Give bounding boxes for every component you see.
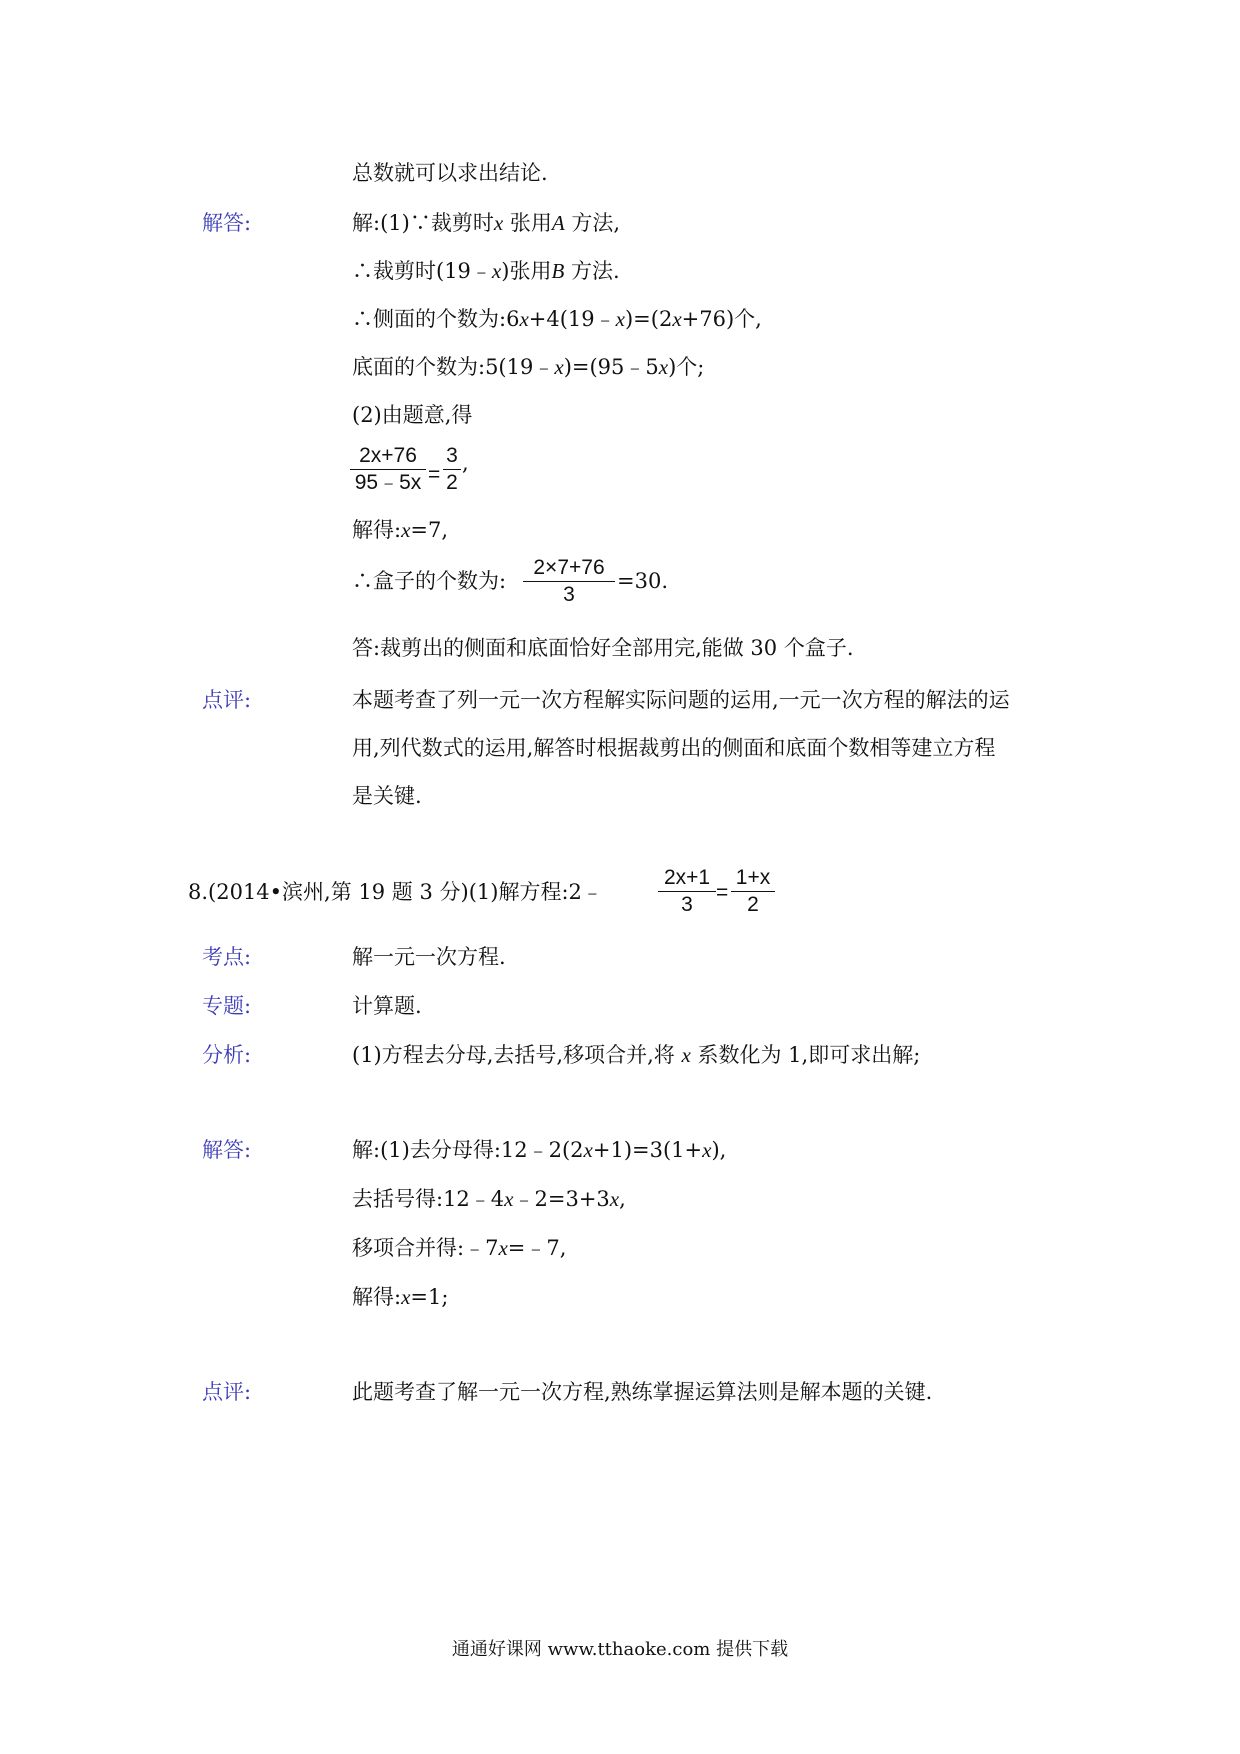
numerator: 2x+1	[663, 866, 711, 889]
q8-fraction-left	[658, 865, 716, 918]
denominator: 2	[446, 471, 458, 494]
answer-line-3: ∴侧面的个数为:6x+4(19﹣x)=(2x+76)个,	[352, 307, 762, 331]
q8-answer-line-1: 解:(1)去分母得:12﹣2(2x+1)=3(1+x),	[352, 1138, 727, 1162]
q8-equals-sign: =	[716, 881, 729, 904]
comment-line-2: 用,列代数式的运用,解答时根据裁剪出的侧面和底面个数相等建立方程	[352, 736, 996, 760]
point-label: 考点:	[202, 945, 252, 969]
box-count-fraction	[523, 555, 615, 608]
q8-fraction-right	[731, 865, 775, 918]
answer-line-2: ∴裁剪时(19﹣x)张用B 方法.	[352, 259, 620, 283]
answer-line-1: 解:(1)∵裁剪时x 张用A 方法,	[352, 211, 621, 235]
q8-answer-line-2: 去括号得:12﹣4x﹣2=3+3x,	[352, 1187, 626, 1211]
comment-label: 点评:	[202, 688, 252, 712]
numerator: 2x+76	[359, 444, 417, 467]
answer-line-8: 答:裁剪出的侧面和底面恰好全部用完,能做 30 个盒子.	[352, 636, 854, 660]
analysis-label: 分析:	[202, 1043, 252, 1067]
denominator: 3	[681, 893, 693, 916]
denominator: 95﹣5x	[354, 471, 422, 494]
answer-line-5: (2)由题意,得	[352, 403, 473, 427]
equation-comma: ,	[462, 451, 469, 475]
denominator: 2	[747, 893, 759, 916]
topic-text: 计算题.	[352, 994, 422, 1018]
answer-label: 解答:	[202, 211, 252, 235]
comment-line-1: 本题考查了列一元一次方程解实际问题的运用,一元一次方程的解法的运	[352, 688, 1010, 712]
topic-label: 专题:	[202, 994, 252, 1018]
question-8-stem: 8.(2014•滨州,第 19 题 3 分)(1)解方程:2﹣	[188, 880, 603, 904]
answer-line-7-suffix: =30.	[617, 569, 668, 593]
q8-comment-label: 点评:	[202, 1380, 252, 1404]
equals-sign: =	[428, 463, 441, 486]
page-footer: 通通好课网 www.tthaoke.com 提供下载	[451, 1639, 789, 1660]
analysis-text: (1)方程去分母,去括号,移项合并,将 x 系数化为 1,即可求出解;	[352, 1043, 921, 1067]
analysis-tail: 总数就可以求出结论.	[352, 161, 548, 185]
answer-line-7-prefix: ∴盒子的个数为:	[352, 569, 507, 593]
denominator: 3	[563, 583, 575, 606]
answer-line-6: 解得:x=7,	[352, 518, 449, 542]
comment-line-3: 是关键.	[352, 784, 422, 808]
numerator: 1+x	[735, 866, 771, 889]
numerator: 2×7+76	[533, 556, 605, 579]
point-text: 解一元一次方程.	[352, 945, 506, 969]
q8-answer-label: 解答:	[202, 1138, 252, 1162]
q8-answer-line-4: 解得:x=1;	[352, 1285, 449, 1309]
answer-line-4: 底面的个数为:5(19﹣x)=(95﹣5x)个;	[352, 355, 705, 379]
fraction-right	[443, 443, 461, 496]
q8-answer-line-3: 移项合并得:﹣7x=﹣7,	[352, 1236, 567, 1260]
fraction-left	[350, 443, 426, 496]
numerator: 3	[446, 444, 458, 467]
q8-comment-text: 此题考查了解一元一次方程,熟练掌握运算法则是解本题的关键.	[352, 1380, 933, 1404]
